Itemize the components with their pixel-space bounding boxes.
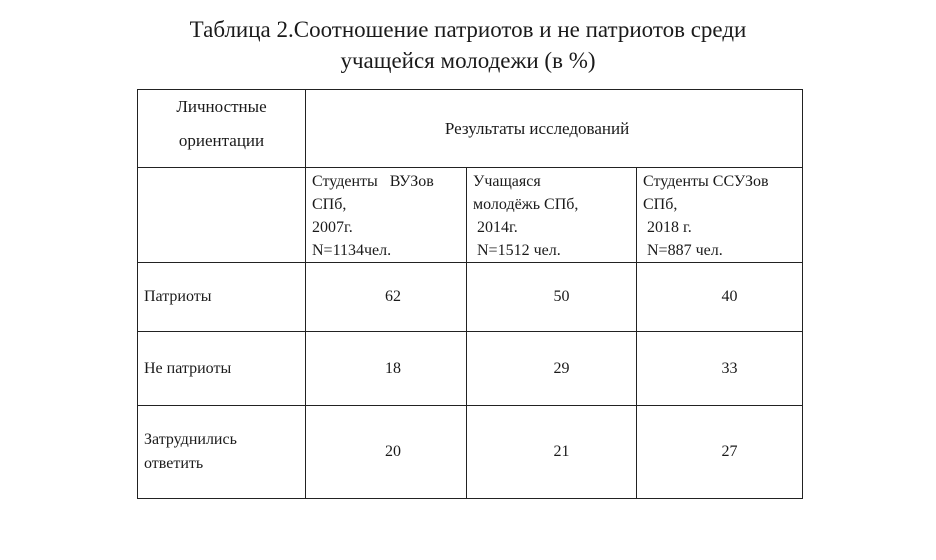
table-row <box>138 406 803 499</box>
title-line-2: учащейся молодежи (в %) <box>340 48 596 73</box>
header-results: Результаты исследований <box>306 90 803 168</box>
group-ssuz-line-3: 2018 г. <box>643 219 692 236</box>
group-vuz-line-4: N=1134чел. <box>312 242 392 259</box>
group-ssuz-line-1: Студенты ССУЗов <box>643 173 769 190</box>
cell-non-patriots-youth: 29 <box>467 332 637 406</box>
table-title <box>0 14 936 76</box>
cell-undecided-youth: 21 <box>467 406 637 499</box>
cell-patriots-vuz: 62 <box>306 263 467 332</box>
groups-empty-cell <box>138 168 306 263</box>
table-header-row <box>138 90 803 168</box>
header-orientations-line-1: Личностные <box>176 97 267 116</box>
table-row <box>138 263 803 332</box>
group-ssuz-line-2: СПб, <box>643 196 678 213</box>
group-youth-line-4: N=1512 чел. <box>473 242 561 259</box>
cell-patriots-ssuz: 40 <box>637 263 803 332</box>
row-label-non-patriots: Не патриоты <box>138 332 306 406</box>
table-row <box>138 332 803 406</box>
group-vuz <box>306 168 467 263</box>
row-label-undecided <box>138 406 306 499</box>
row-label-patriots: Патриоты <box>138 263 306 332</box>
title-line-1: Таблица 2.Соотношение патриотов и не патриотов среди <box>189 17 747 42</box>
group-ssuz-line-4: N=887 чел. <box>643 242 723 259</box>
row-label-undecided-line-2: ответить <box>144 455 204 472</box>
group-ssuz <box>637 168 803 263</box>
group-youth-line-2: молодёжь СПб, <box>473 196 579 213</box>
cell-non-patriots-vuz: 18 <box>306 332 467 406</box>
header-orientations-line-2: ориентации <box>178 131 265 150</box>
row-label-undecided-line-1: Затруднились <box>144 431 237 448</box>
group-vuz-line-2: СПб, <box>312 196 347 213</box>
group-youth-line-1: Учащаяся <box>473 173 541 190</box>
cell-undecided-ssuz: 27 <box>637 406 803 499</box>
group-youth <box>467 168 637 263</box>
group-youth-line-3: 2014г. <box>473 219 518 236</box>
header-orientations <box>138 90 306 168</box>
results-table <box>137 89 803 499</box>
cell-undecided-vuz: 20 <box>306 406 467 499</box>
cell-non-patriots-ssuz: 33 <box>637 332 803 406</box>
group-vuz-line-3: 2007г. <box>312 219 353 236</box>
cell-patriots-youth: 50 <box>467 263 637 332</box>
table-groups-row <box>138 168 803 263</box>
group-vuz-line-1: Студенты ВУЗов <box>312 173 434 190</box>
